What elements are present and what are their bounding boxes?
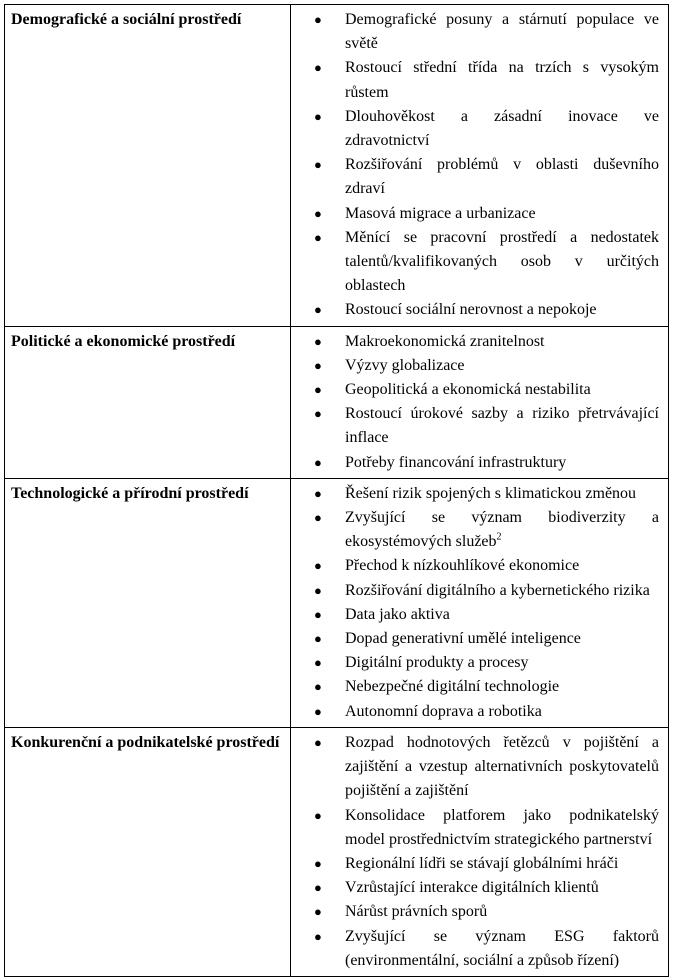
footnote-marker: 2 [496, 531, 502, 543]
item-text: Rostoucí střední třída na trzích s vysokým růstem [345, 59, 659, 101]
bullet-icon: ● [314, 12, 322, 27]
item-text: Rostoucí sociální nerovnost a nepokoje [345, 301, 597, 319]
bullet-icon: ● [314, 60, 322, 76]
item-text: Demografické posuny a stárnutí populace ve světě [345, 11, 659, 53]
bullet-icon: ● [314, 606, 322, 622]
item-text: Autonomní doprava a robotika [345, 702, 542, 720]
category-label: Demografické a sociální prostředí [11, 11, 242, 28]
bullet-icon: ● [314, 655, 322, 671]
list-item [300, 506, 659, 554]
list-item [300, 105, 659, 153]
list-item [300, 579, 659, 603]
bullet-icon: ● [314, 928, 322, 944]
category-label: Politické a ekonomické prostředí [11, 332, 236, 350]
item-list [300, 482, 659, 724]
item-text: Dopad generativní umělé inteligence [345, 630, 581, 648]
risk-table [4, 4, 669, 977]
bullet-icon: ● [314, 679, 322, 695]
section-row [5, 478, 669, 727]
bullet-icon: ● [314, 229, 322, 245]
section-row [5, 5, 669, 327]
bullet-icon: ● [314, 880, 322, 896]
item-text: Dlouhověkost a zásadní inovace ve zdravotnictví [345, 107, 659, 150]
items-cell [291, 326, 669, 478]
item-text: Nárůst právních sporů [345, 903, 488, 921]
bullet-icon: ● [314, 382, 322, 398]
list-item [300, 402, 659, 450]
list-item [300, 675, 659, 699]
item-list [300, 731, 659, 973]
item-text: Výzvy globalizace [345, 356, 465, 374]
list-item [300, 56, 659, 104]
category-cell [5, 478, 291, 727]
item-text: Potřeby financování infrastruktury [345, 453, 567, 471]
item-text: Geopolitická a ekonomická nestabilita [345, 381, 591, 399]
list-item [300, 852, 659, 876]
category-cell [5, 326, 291, 478]
list-item [300, 202, 659, 226]
section-row [5, 326, 669, 478]
item-text: Nebezpečné digitální technologie [345, 678, 560, 696]
bullet-icon: ● [314, 333, 322, 349]
item-text: Rostoucí úrokové sazby a riziko přetrvávající inflace [345, 405, 659, 447]
bullet-icon: ● [314, 454, 322, 470]
category-label: Konkurenční a podnikatelské prostředí [11, 733, 280, 751]
list-item [300, 451, 659, 475]
bullet-icon: ● [314, 904, 322, 920]
item-text: Masová migrace a urbanizace [345, 204, 536, 222]
item-text: Přechod k nízkouhlíkové ekonomice [345, 557, 580, 575]
item-text: Zvyšující se význam biodiverzity a ekosystémových služeb [345, 509, 659, 551]
list-item [300, 298, 659, 322]
bullet-icon: ● [314, 631, 322, 647]
list-item [300, 354, 659, 378]
list-item [300, 378, 659, 402]
list-item [300, 8, 659, 56]
bullet-icon: ● [314, 205, 322, 221]
item-text: Řešení rizik spojených s klimatickou změnou [345, 484, 637, 502]
bullet-icon: ● [314, 302, 322, 318]
list-item [300, 153, 659, 201]
item-text: Rozšiřování digitálního a kybernetického rizika [345, 581, 650, 599]
item-text: Regionální lídři se stávají globálními hráči [345, 854, 619, 872]
list-item [300, 925, 659, 973]
item-text: Rozšiřování problémů v oblasti duševního zdraví [345, 156, 659, 198]
item-text: Makroekonomická zranitelnost [345, 332, 545, 350]
item-text: Data jako aktiva [345, 605, 450, 623]
bullet-icon: ● [314, 855, 322, 871]
bullet-icon: ● [314, 582, 322, 598]
bullet-icon: ● [314, 157, 322, 173]
list-item [300, 627, 659, 651]
category-cell [5, 5, 291, 327]
list-item [300, 804, 659, 852]
list-item [300, 482, 659, 506]
bullet-icon: ● [314, 807, 322, 823]
item-list [300, 330, 659, 475]
bullet-icon: ● [314, 485, 322, 501]
list-item [300, 876, 659, 900]
category-cell [5, 727, 291, 976]
bullet-icon: ● [314, 108, 322, 124]
bullet-icon: ● [314, 510, 322, 526]
category-label: Technologické a přírodní prostředí [11, 484, 249, 502]
bullet-icon: ● [314, 558, 322, 574]
item-text: Zvyšující se význam ESG faktorů (environmentální, sociální a způsob řízení) [345, 927, 659, 969]
list-item [300, 603, 659, 627]
list-item [300, 226, 659, 299]
items-cell [291, 5, 669, 327]
bullet-icon: ● [314, 406, 322, 422]
list-item [300, 731, 659, 804]
list-item [300, 651, 659, 675]
section-row [5, 727, 669, 976]
list-item [300, 330, 659, 354]
items-cell [291, 727, 669, 976]
bullet-icon: ● [314, 703, 322, 719]
item-list [300, 8, 659, 323]
list-item [300, 900, 659, 924]
item-text: Rozpad hodnotových řetězců v pojištění a zajištění a vzestup alternativních poskytovatelů pojištění a zajištění [345, 733, 659, 800]
bullet-icon: ● [314, 357, 322, 373]
item-text: Měnící se pracovní prostředí a nedostatek talentů/kvalifikovaných osob v určitých oblastech [345, 228, 659, 295]
item-text: Vzrůstající interakce digitálních klientů [345, 879, 599, 897]
item-text: Digitální produkty a procesy [345, 654, 529, 672]
list-item [300, 554, 659, 578]
items-cell [291, 478, 669, 727]
item-text: Konsolidace platforem jako podnikatelský model prostřednictvím strategického partnerství [345, 806, 659, 848]
bullet-icon: ● [314, 734, 322, 750]
list-item [300, 700, 659, 724]
risk-table-body [5, 5, 669, 977]
